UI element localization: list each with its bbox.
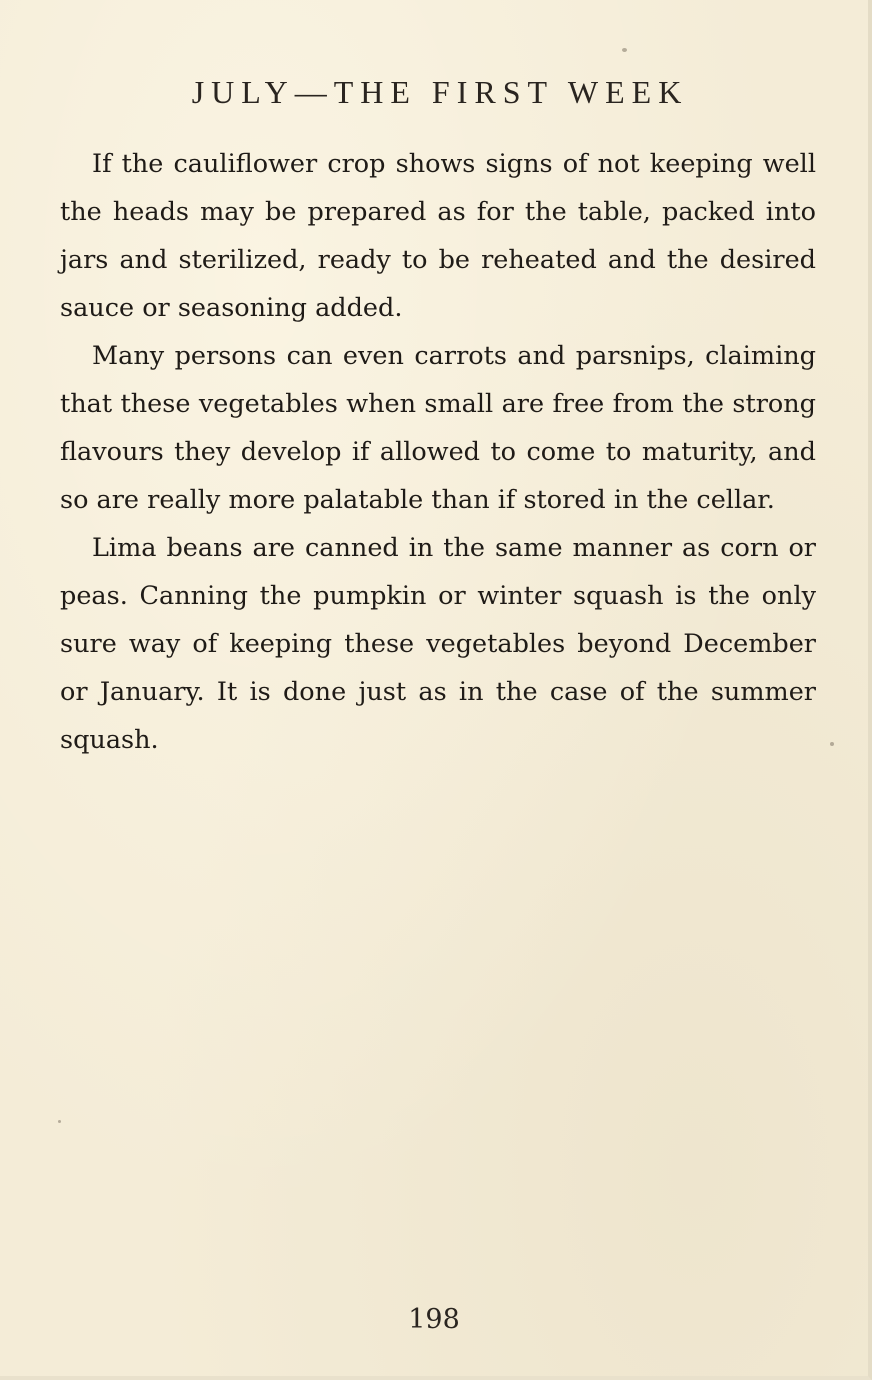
paper-speck — [622, 48, 627, 52]
paper-speck — [830, 742, 834, 746]
paragraph-lima-beans: Lima beans are canned in the same manner as corn or peas. Canning the pumpkin or winter squash is the only sure way of keeping these vegetables beyond December or January. It is done just as in the case of the summer squash. — [60, 533, 816, 755]
paragraph-cauliflower: If the cauliflower crop shows signs of not keeping well the heads may be prepared as for the table, packed into jars and sterilized, ready to be reheated and the desired sauce or seasoning added. — [60, 149, 816, 323]
paper-speck — [58, 1120, 61, 1123]
page-number: 198 — [408, 1304, 460, 1335]
running-head: JULY—THE FIRST WEEK — [191, 74, 689, 110]
paragraph-carrots-parsnips: Many persons can even carrots and parsnips, claiming that these vegetables when small are free from the strong flavours they develop if allowed to come to maturity, and so are really more palatable than if stored in the cellar. — [60, 341, 816, 515]
body-text — [60, 140, 816, 764]
